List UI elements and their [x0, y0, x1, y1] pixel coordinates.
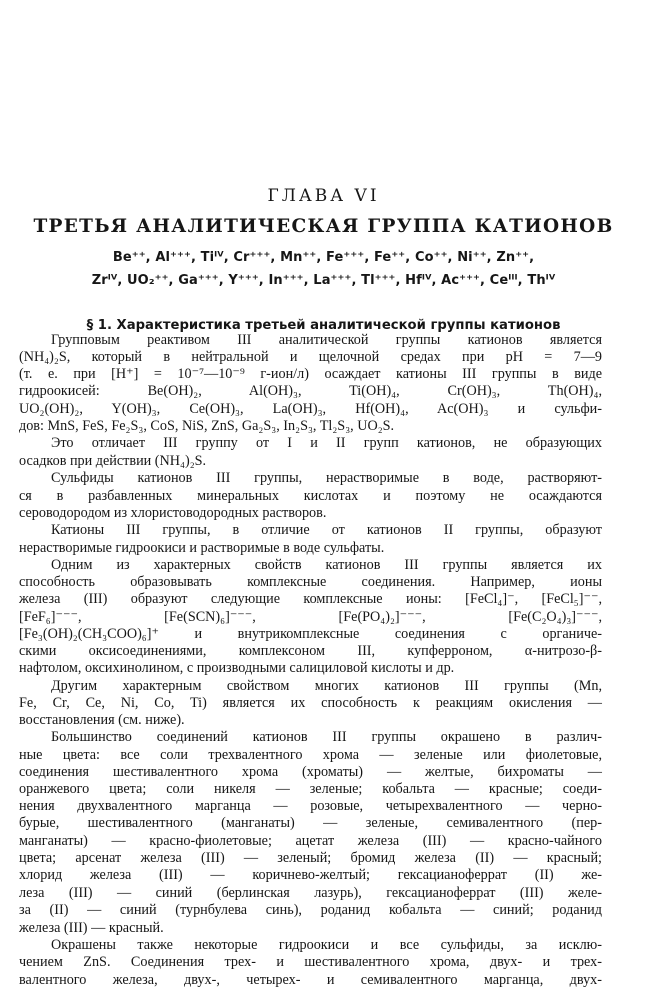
text-line: Окрашены также некоторые гидроокиси и все сульфиды, за исклю- [51, 937, 602, 953]
text-line: (т. е. при [H⁺] = 10⁻⁷—10⁻⁹ г-ион/л) осаждает катионы III группы в виде [19, 366, 602, 382]
text-line: ся в разбавленных минеральных кислотах и поэтому не осаждаются [19, 488, 602, 504]
text-line: Это отличает III группу от I и II групп катионов, не образующих [51, 435, 602, 451]
text-line: хлорид железа (III) — коричнево-желтый; гексацианоферрат (II) же- [19, 867, 602, 883]
text-line: сероводородом из хлористоводородных растворов. [19, 505, 327, 521]
text-line: восстановления (см. ниже). [19, 712, 185, 728]
text-line: ные цвета: все соли трехвалентного хрома — зеленые или фиолетовые, [19, 747, 602, 763]
chapter-title: ТРЕТЬЯ АНАЛИТИЧЕСКАЯ ГРУППА КАТИОНОВ [33, 216, 614, 237]
text-line: Сульфиды катионов III группы, нерастворимые в воде, растворяют- [51, 470, 602, 486]
text-line: Одним из характерных свойств катионов III группы является их [51, 557, 602, 573]
cations-line-2: Zrᴵⱽ, UO₂⁺⁺, Ga⁺⁺⁺, Y⁺⁺⁺, In⁺⁺⁺, La⁺⁺⁺, Tl⁺⁺⁺, Hfᴵⱽ, Ac⁺⁺⁺, Ceᴵᴵᴵ, Thᴵⱽ [91, 273, 556, 288]
text-line: нения двухвалентного марганца — розовые, четырехвалентного — черно- [19, 798, 602, 814]
text-line: осадков при действии (NH₄)₂S. [19, 453, 207, 469]
text-line: нерастворимые гидроокиси и растворимые в воде сульфаты. [19, 540, 385, 556]
text-line: гидроокисей: Be(OH)₂, Al(OH)₃, Ti(OH)₄, Cr(OH)₃, Th(OH)₄, [19, 383, 602, 399]
text-line: манганаты) — красно-фиолетовые; ацетат железа (III) — красно-чайного [19, 833, 602, 849]
text-line: соединения шестивалентного хрома (хроматы) — желтые, бихроматы — [19, 764, 602, 780]
text-line: бурые, шестивалентного (манганаты) — зеленые, семивалентного (пер- [19, 815, 602, 831]
text-line: Fe, Cr, Ce, Ni, Co, Ti) является их способность к реакциям окисления — [19, 695, 602, 711]
text-line: железа (III) — красный. [19, 920, 164, 936]
chapter-number: ГЛАВА VI [267, 186, 380, 206]
text-line: [FeF₆]⁻⁻⁻, [Fe(SCN)₆]⁻⁻⁻, [Fe(PO₄)₂]⁻⁻⁻, [Fe(C₂O₄)₃]⁻⁻⁻, [19, 609, 602, 625]
text-line: Групповым реактивом III аналитической группы катионов является [51, 332, 602, 348]
text-line: (NH₄)₂S, который в нейтральной и щелочной средах при pH = 7—9 [19, 349, 602, 365]
text-line: нафтолом, оксихинолином, с производными салициловой кислоты и др. [19, 660, 455, 676]
text-line: леза (III) — синий (берлинская лазурь), гексацианоферрат (III) желе- [19, 885, 602, 901]
text-line: цвета; арсенат железа (III) — зеленый; бромид железа (II) — красный; [19, 850, 602, 866]
text-line: Катионы III группы, в отличие от катионов II группы, образуют [51, 522, 602, 538]
text-line: UO₂(OH)₂, Y(OH)₃, Ce(OH)₃, La(OH)₃, Hf(OH)₄, Ac(OH)₃ и сульфи- [19, 401, 602, 417]
section-title: § 1. Характеристика третьей аналитической группы катионов [86, 318, 561, 333]
text-line: скими оксисоединениями, комплексоном III, купферроном, α-нитрозо-β- [19, 643, 602, 659]
text-line: [Fe₃(OH)₂(CH₃COO)₆]⁺ и внутрикомплексные соединения с органиче- [19, 626, 602, 642]
text-line: Большинство соединений катионов III группы окрашено в различ- [51, 729, 602, 745]
text-line: за (II) — синий (турнбулева синь), роданид кобальта — синий; роданид [19, 902, 602, 918]
text-line: оранжевого цвета; соли никеля — зеленые; кобальта — красные; соеди- [19, 781, 602, 797]
text-line: дов: MnS, FeS, Fe₂S₃, CoS, NiS, ZnS, Ga₂S₃, In₂S₃, Tl₂S₃, UO₂S. [19, 418, 395, 434]
text-line: способность образовывать комплексные соединения. Например, ионы [19, 574, 602, 590]
text-line: валентного железа, двух-, четырех- и семивалентного марганца, двух- [19, 972, 602, 988]
text-line: железа (III) образуют следующие комплексные ионы: [FeCl₄]⁻, [FeCl₅]⁻⁻, [19, 591, 602, 607]
text-line: Другим характерным свойством многих катионов III группы (Mn, [51, 678, 602, 694]
cations-line-1: Be⁺⁺, Al⁺⁺⁺, Tiᴵⱽ, Cr⁺⁺⁺, Mn⁺⁺, Fe⁺⁺⁺, Fe⁺⁺, Co⁺⁺, Ni⁺⁺, Zn⁺⁺, [112, 250, 535, 265]
text-line: чением ZnS. Соединения трех- и шестивалентного хрома, двух- и трех- [19, 954, 602, 970]
